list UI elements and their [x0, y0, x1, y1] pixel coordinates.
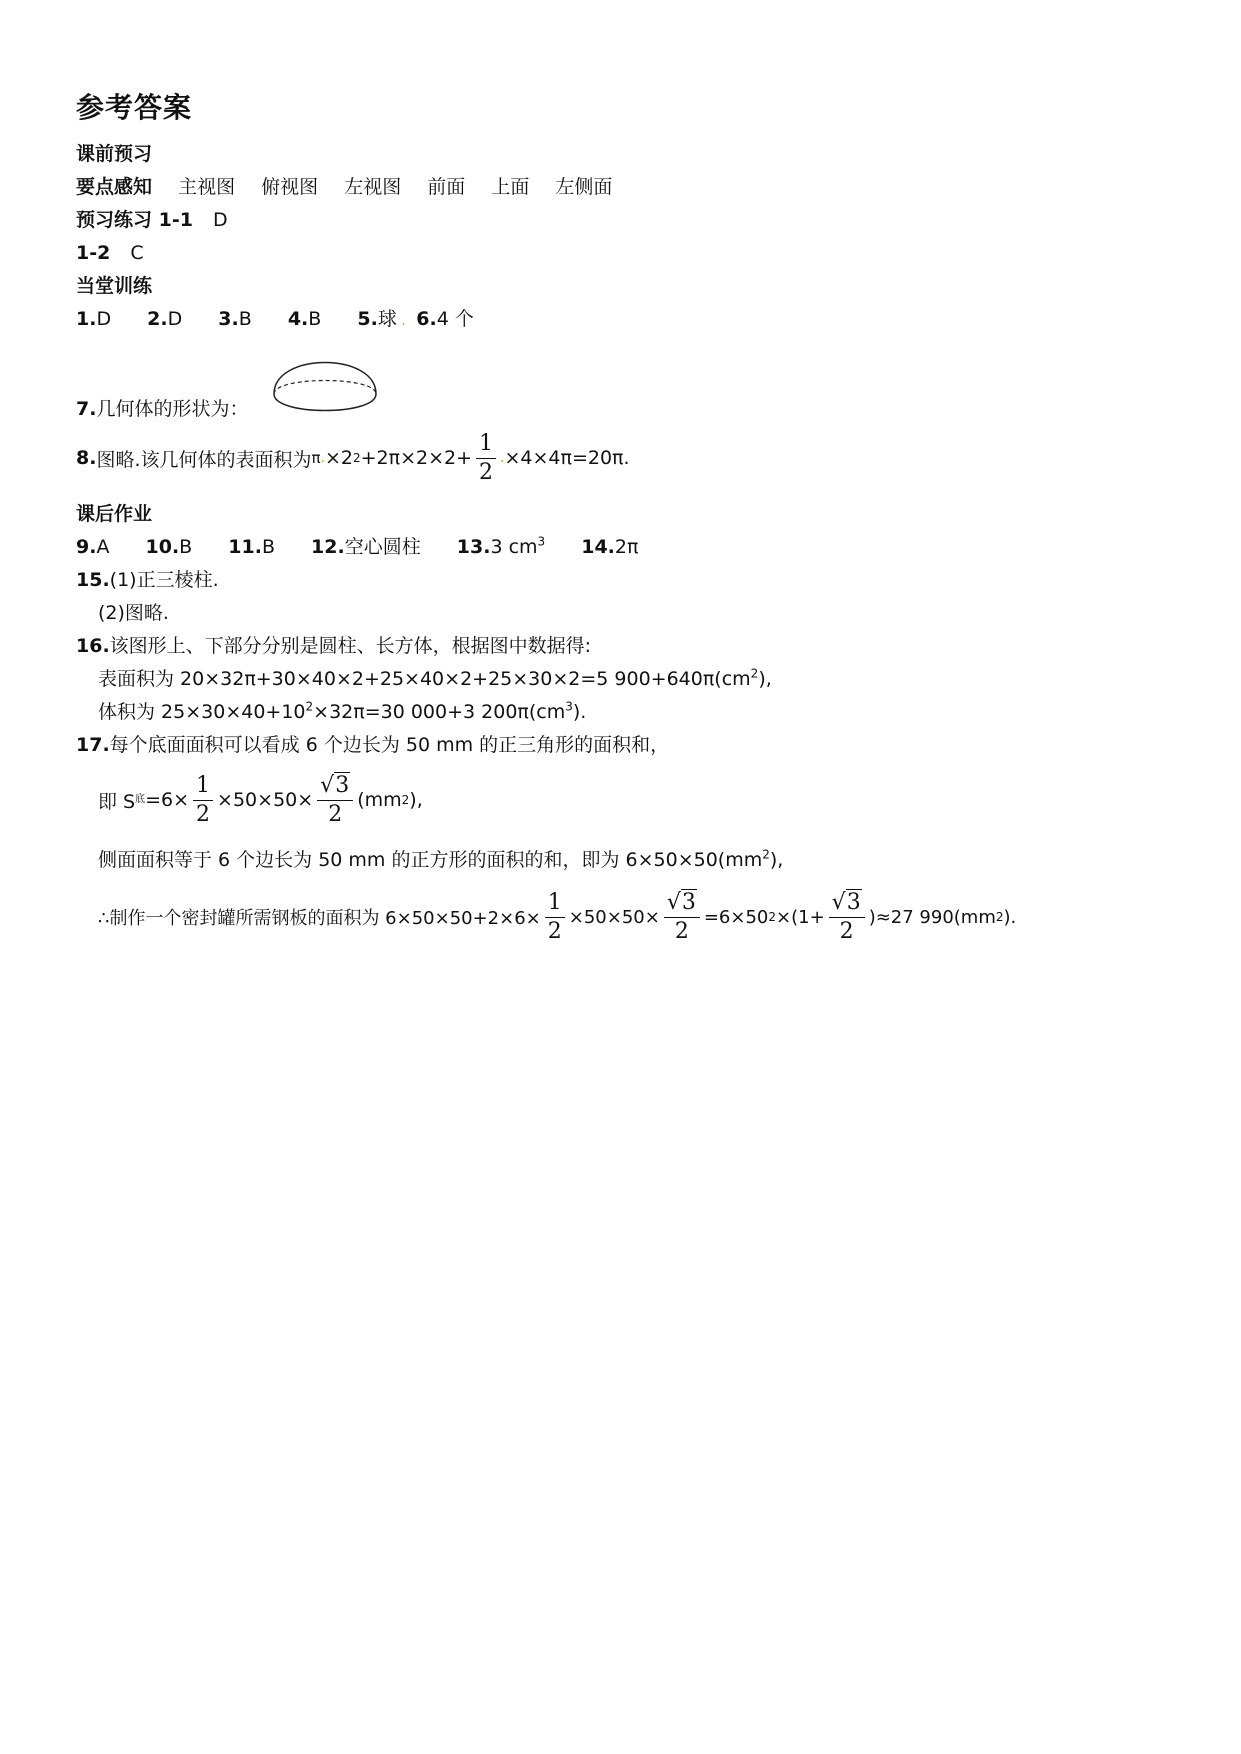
key-item-4: 前面 — [427, 176, 466, 198]
q15-line-2: (2)图略. — [98, 602, 169, 624]
answer-page — [76, 86, 1216, 957]
key-item-1: 主视图 — [178, 176, 236, 198]
homework-answers-9-14: 9.A 10.B 11.B 12.空心圆柱 13.3 $cm^3$ 14.2π — [76, 534, 639, 558]
hemisphere-base-back — [274, 381, 376, 395]
heading-classwork: 当堂训练 — [76, 275, 153, 297]
q17-line-3: 侧面面积等于 6 个边长为 50 mm 的正方形的面积的和，即为 $6\times 50\times 50(mm^2)$, — [98, 847, 784, 871]
key-item-6: 左侧面 — [555, 176, 613, 198]
fraction-sqrt3-over-2-c: $\frac{√3}{2}$ — [829, 892, 865, 943]
q16-line-2: 表面积为 20×32π+30×40×2+25×40×2+25×30×2=5 $900+640\pi(cm^2)$, — [98, 666, 772, 690]
fraction-half: $\frac{1}{2}$ — [476, 433, 496, 484]
q7-line: 7.几何体的形状为： — [76, 336, 1216, 426]
q15-line-1: 15.(1)正三棱柱. — [76, 569, 219, 591]
fraction-half-3: $\frac{1}{2}$ — [545, 892, 565, 943]
fraction-sqrt3-over-2: $\frac{√3}{2}$ — [317, 775, 353, 826]
heading-preview: 课前预习 — [76, 143, 153, 165]
key-item-5: 上面 — [491, 176, 530, 198]
page-title: 参考答案 — [76, 91, 193, 124]
hemisphere-figure — [270, 344, 380, 420]
hemisphere-dome — [274, 363, 376, 395]
q17-line-4: ∴制作一个密封罐所需钢板的面积为 6×50×50+2×6× $\frac{1}{2}$ ×50×50× $\frac{√3}{2}$ =6×50 2 ×(1+ $\frac{√3}{2}$ )≈27 990(mm 2 ). — [98, 889, 1017, 944]
q8-line: 8. 图略.该几何体的表面积为 π . ×2 2 +2π×2×2+ $\frac{1}{2}$ . ×4×4π=20π. — [76, 430, 630, 485]
q17-line-2: 即 S 底 =6× $\frac{1}{2}$ ×50×50× $\frac{√3}{2}$ (mm 2 ), — [98, 772, 423, 827]
q16-line-1: 16.该图形上、下部分分别是圆柱、长方体，根据图中数据得: — [76, 635, 592, 657]
heading-homework: 课后作业 — [76, 503, 153, 525]
fraction-sqrt3-over-2-b: $\frac{√3}{2}$ — [664, 892, 700, 943]
key-item-3: 左视图 — [344, 176, 402, 198]
fraction-half-2: $\frac{1}{2}$ — [193, 775, 213, 826]
key-item-2: 俯视图 — [261, 176, 319, 198]
practice-1-2: 1-2 C — [76, 242, 144, 264]
q17-line-1: 17.每个底面面积可以看成 6 个边长为 50 mm 的正三角形的面积和， — [76, 734, 670, 756]
key-points-line — [76, 171, 1216, 204]
practice-1-1: 预习练习 1-1 D — [76, 209, 228, 231]
classwork-answers-1-6: 1.D 2.D 3.B 4.B 5.球 . 6.4 个 — [76, 308, 474, 330]
hemisphere-base-front — [274, 394, 376, 411]
key-points-label: 要点感知 — [76, 176, 153, 198]
q16-line-3: 体积为 $25\times 30\times 40+10^2\times 32\pi=30$ 000+3 $200\pi(cm^3)$. — [98, 699, 587, 723]
